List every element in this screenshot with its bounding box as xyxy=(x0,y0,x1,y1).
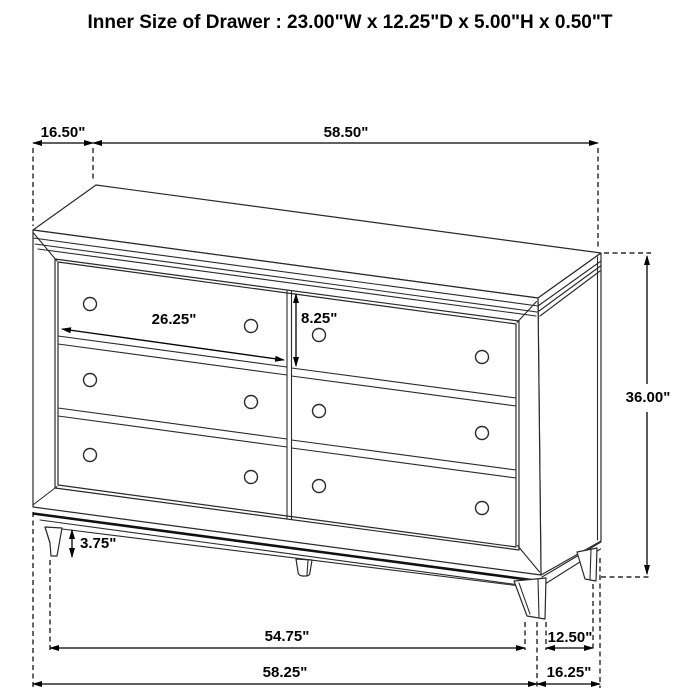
knob xyxy=(245,471,258,484)
knob xyxy=(476,502,489,515)
knob xyxy=(245,396,258,409)
dim-label-drawer-width: 26.25" xyxy=(151,311,197,328)
back-right-leg xyxy=(577,548,597,581)
knob xyxy=(245,320,258,333)
diagram-title: Inner Size of Drawer : 23.00"W x 12.25"D x 5.00"H x 0.50"T xyxy=(87,12,613,33)
knob xyxy=(84,374,97,387)
knob xyxy=(313,480,326,493)
dim-label-top-width: 58.50" xyxy=(323,124,369,141)
dresser-body xyxy=(33,185,601,588)
dim-label-base-width: 58.25" xyxy=(262,664,308,681)
front-left-leg xyxy=(45,527,62,556)
knob xyxy=(84,298,97,311)
dim-label-overall-height: 36.00" xyxy=(625,389,671,406)
dim-label-leg-span-width: 54.75" xyxy=(264,628,310,645)
knob xyxy=(313,329,326,342)
dim-label-drawer-height: 8.25" xyxy=(301,310,338,327)
dresser-side-face xyxy=(538,253,601,575)
dim-label-leg-span-depth: 12.50" xyxy=(547,629,593,646)
knob xyxy=(476,351,489,364)
dim-label-top-depth: 16.50" xyxy=(40,124,86,141)
dim-label-base-depth: 16.25" xyxy=(546,664,592,681)
knob xyxy=(476,427,489,440)
knob xyxy=(84,449,97,462)
knob xyxy=(313,405,326,418)
dim-label-leg-height: 3.75" xyxy=(80,535,117,552)
front-center-leg xyxy=(296,559,312,576)
